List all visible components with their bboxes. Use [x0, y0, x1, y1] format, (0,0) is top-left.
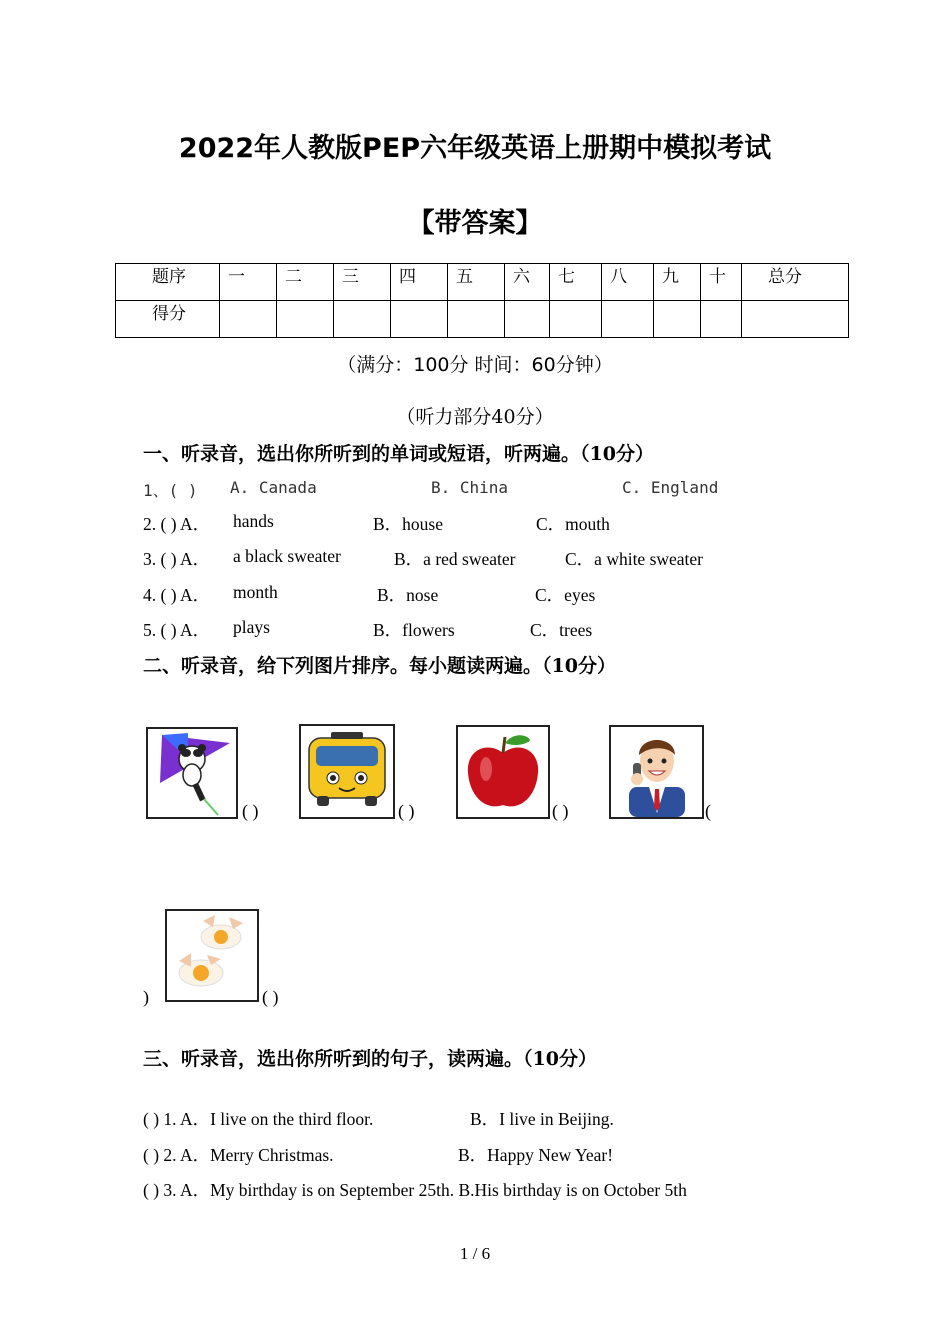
q2-option-c: C．mouth: [536, 514, 610, 534]
score-table-score-row: [116, 301, 849, 338]
answer-blank-3[interactable]: ( ): [552, 801, 569, 821]
eggs-icon: [167, 911, 257, 1000]
q3-option-c: C．a white sweater: [565, 549, 704, 569]
table-cell: 八: [602, 264, 654, 301]
table-cell: 六: [505, 264, 550, 301]
table-cell[interactable]: [550, 301, 602, 338]
q1-option-b: B. China: [431, 478, 509, 497]
section1-heading: 一、听录音，选出你所听到的单词或短语，听两遍。（10分）: [143, 443, 654, 465]
s3-q1-option-b: B．I live in Beijing.: [470, 1109, 614, 1129]
q5-option-a: plays: [233, 617, 270, 637]
q5-option-b: B．flowers: [373, 620, 455, 640]
bus-icon: [301, 726, 393, 817]
q1-option-c: C. England: [622, 478, 719, 497]
answer-blank-1[interactable]: ( ): [242, 801, 259, 821]
table-cell: 五: [448, 264, 505, 301]
bus-picture: [299, 724, 395, 819]
q1-option-a: A. Canada: [230, 478, 317, 497]
q4-number: 4. ( ) A．: [143, 585, 211, 605]
q3-number: 3. ( ) A．: [143, 549, 211, 569]
table-cell[interactable]: [334, 301, 391, 338]
q5-number: 5. ( ) A．: [143, 620, 211, 640]
s3-q2-option-b: B．Happy New Year!: [458, 1145, 614, 1165]
table-cell: 三: [334, 264, 391, 301]
q4-option-b: B．nose: [377, 585, 439, 605]
page-title: 2022年人教版PEP六年级英语上册期中模拟考试: [178, 133, 772, 164]
answer-blank-4-close[interactable]: ): [143, 987, 149, 1007]
kite-picture: [146, 727, 238, 819]
q2-option-b: B．house: [373, 514, 443, 534]
q4-option-a: month: [233, 582, 278, 602]
apple-picture: [456, 725, 550, 819]
apple-icon: [458, 727, 548, 817]
exam-info: （满分：100分 时间：60分钟）: [337, 354, 613, 376]
table-cell[interactable]: [654, 301, 701, 338]
q2-number: 2. ( ) A．: [143, 514, 211, 534]
s3-q1-option-a: ( ) 1. A．I live on the third floor.: [143, 1109, 374, 1129]
man-phone-picture: [609, 725, 704, 819]
score-table-header-row: [116, 264, 849, 301]
q1-number: 1、( ): [143, 481, 198, 500]
page-subtitle: 【带答案】: [407, 208, 543, 239]
q4-option-c: C．eyes: [535, 585, 596, 605]
q5-option-c: C．trees: [530, 620, 593, 640]
table-cell: 二: [277, 264, 334, 301]
s3-q2-option-a: ( ) 2. A．Merry Christmas.: [143, 1145, 334, 1165]
table-cell[interactable]: [602, 301, 654, 338]
s3-q3-options: ( ) 3. A．My birthday is on September 25th. B.His birthday is on October 5th: [143, 1180, 687, 1200]
listening-header: （听力部分40分）: [396, 406, 554, 428]
table-cell: 一: [220, 264, 277, 301]
table-cell[interactable]: [742, 301, 849, 338]
kite-icon: [148, 729, 236, 817]
table-cell[interactable]: [505, 301, 550, 338]
table-cell[interactable]: [701, 301, 742, 338]
table-cell: 总分: [742, 264, 849, 301]
section2-heading: 二、听录音，给下列图片排序。每小题读两遍。（10分）: [143, 655, 616, 677]
q3-option-a: a black sweater: [233, 546, 341, 566]
table-cell: 七: [550, 264, 602, 301]
table-cell: 得分: [116, 301, 220, 338]
table-cell: 九: [654, 264, 701, 301]
answer-blank-5[interactable]: ( ): [262, 987, 279, 1007]
table-cell[interactable]: [448, 301, 505, 338]
score-table: [115, 263, 849, 338]
section3-heading: 三、听录音，选出你所听到的句子，读两遍。（10分）: [143, 1048, 597, 1070]
answer-blank-4-open[interactable]: (: [705, 801, 711, 821]
table-cell[interactable]: [220, 301, 277, 338]
table-cell[interactable]: [391, 301, 448, 338]
eggs-picture: [165, 909, 259, 1002]
q3-option-b: B．a red sweater: [394, 549, 516, 569]
table-cell: 题序: [116, 264, 220, 301]
answer-blank-2[interactable]: ( ): [398, 801, 415, 821]
table-cell: 十: [701, 264, 742, 301]
page-number: 1 / 6: [459, 1244, 491, 1263]
table-cell[interactable]: [277, 301, 334, 338]
table-cell: 四: [391, 264, 448, 301]
q2-option-a: hands: [233, 511, 274, 531]
man-phone-icon: [611, 727, 702, 817]
